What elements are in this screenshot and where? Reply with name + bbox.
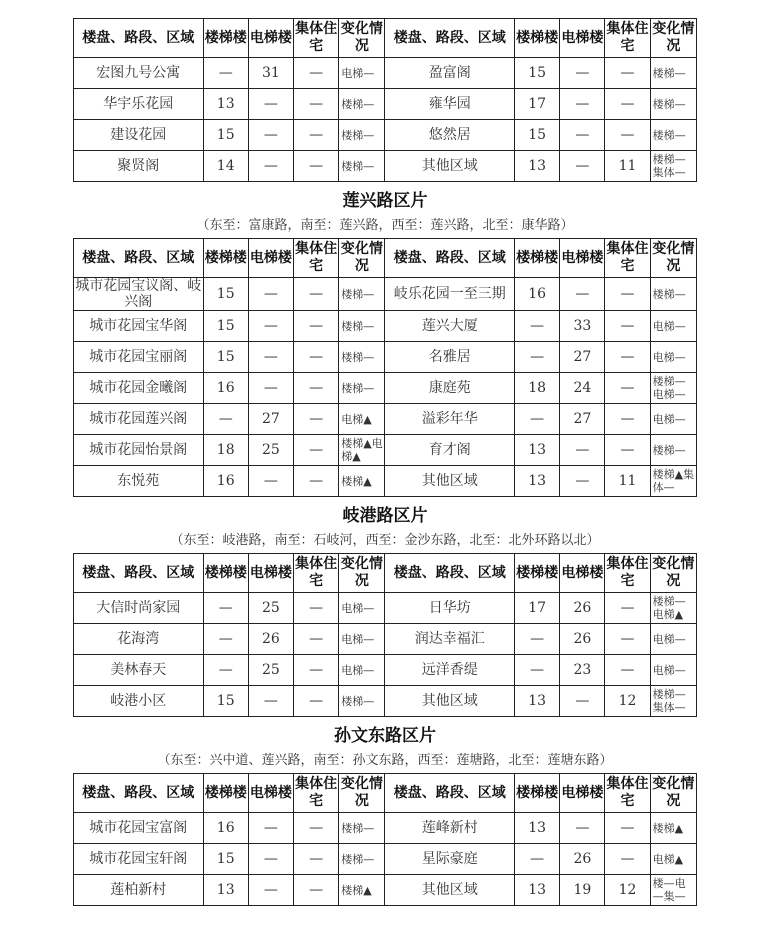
floor-count-cell: 16	[203, 466, 248, 497]
floor-count-cell: —	[560, 278, 605, 311]
column-header: 集体住宅	[605, 554, 650, 593]
floor-count-cell: 13	[515, 813, 560, 844]
estate-name-cell: 莲峰新村	[385, 813, 515, 844]
floor-count-cell: 13	[203, 875, 248, 906]
floor-count-cell: 15	[515, 120, 560, 151]
estate-name-cell: 悠然居	[385, 120, 515, 151]
column-header: 楼梯楼	[203, 19, 248, 58]
estate-name-cell: 其他区域	[385, 875, 515, 906]
column-header: 电梯楼	[248, 19, 293, 58]
floor-count-cell: 13	[515, 875, 560, 906]
change-cell: 电梯—	[650, 624, 696, 655]
floor-count-cell: —	[248, 151, 293, 182]
estate-name-cell: 宏图九号公寓	[74, 58, 204, 89]
estate-name-cell: 聚贤阁	[74, 151, 204, 182]
table-row	[74, 278, 697, 311]
table-row	[74, 844, 697, 875]
floor-count-cell: —	[605, 844, 650, 875]
document-page	[73, 0, 697, 906]
change-cell: 楼梯—	[339, 151, 385, 182]
floor-count-cell: —	[294, 624, 339, 655]
section-title: 莲兴路区片	[342, 191, 428, 211]
change-cell: 楼梯▲电梯▲	[339, 435, 385, 466]
estate-name-cell: 东悦苑	[74, 466, 204, 497]
change-cell: 楼梯—	[339, 342, 385, 373]
floor-count-cell: —	[605, 404, 650, 435]
floor-count-cell: —	[294, 686, 339, 717]
floor-count-cell: —	[294, 151, 339, 182]
floor-count-cell: 25	[248, 593, 293, 624]
floor-count-cell: 16	[515, 278, 560, 311]
estate-name-cell: 星际豪庭	[385, 844, 515, 875]
column-header: 楼梯楼	[515, 554, 560, 593]
section-boundary: （东至：富康路，南至：莲兴路，西至：莲兴路，北至：康华路）	[196, 218, 574, 233]
floor-count-cell: —	[294, 404, 339, 435]
estate-name-cell: 其他区域	[385, 466, 515, 497]
floor-count-cell: 13	[515, 151, 560, 182]
column-header: 楼盘、路段、区域	[385, 554, 515, 593]
estate-name-cell: 润达幸福汇	[385, 624, 515, 655]
floor-count-cell: 16	[203, 373, 248, 404]
estate-name-cell: 大信时尚家园	[74, 593, 204, 624]
table-row	[74, 89, 697, 120]
floor-count-cell: —	[605, 813, 650, 844]
table-row	[74, 311, 697, 342]
floor-count-cell: —	[560, 435, 605, 466]
column-header: 电梯楼	[248, 774, 293, 813]
change-cell: 电梯—	[650, 655, 696, 686]
floor-count-cell: 27	[248, 404, 293, 435]
floor-count-cell: —	[560, 813, 605, 844]
floor-count-cell: —	[248, 120, 293, 151]
change-cell: 楼梯▲	[339, 466, 385, 497]
floor-count-cell: —	[248, 89, 293, 120]
estate-name-cell: 育才阁	[385, 435, 515, 466]
column-header: 楼梯楼	[515, 239, 560, 278]
column-header: 楼梯楼	[203, 239, 248, 278]
column-header: 集体住宅	[605, 19, 650, 58]
column-header: 楼梯楼	[203, 554, 248, 593]
floor-count-cell: —	[203, 404, 248, 435]
column-header: 变化情况	[339, 774, 385, 813]
estate-name-cell: 城市花园宝华阁	[74, 311, 204, 342]
floor-count-cell: 15	[203, 311, 248, 342]
floor-count-cell: —	[560, 686, 605, 717]
floor-count-cell: —	[203, 593, 248, 624]
column-header: 楼盘、路段、区域	[74, 239, 204, 278]
estate-name-cell: 莲兴大厦	[385, 311, 515, 342]
floor-count-cell: —	[248, 466, 293, 497]
column-header: 楼盘、路段、区域	[385, 19, 515, 58]
change-cell: 楼梯—	[650, 120, 696, 151]
change-cell: 楼梯▲	[339, 875, 385, 906]
column-header: 电梯楼	[560, 239, 605, 278]
change-cell: 楼梯—	[339, 89, 385, 120]
floor-count-cell: —	[248, 311, 293, 342]
estate-name-cell: 城市花园莲兴阁	[74, 404, 204, 435]
floor-count-cell: 15	[515, 58, 560, 89]
change-cell: 楼梯—	[339, 120, 385, 151]
change-cell: 电梯—	[650, 404, 696, 435]
estate-name-cell: 花海湾	[74, 624, 204, 655]
change-cell: 电梯—	[339, 624, 385, 655]
floor-count-cell: —	[560, 58, 605, 89]
floor-count-cell: —	[294, 813, 339, 844]
floor-count-cell: 27	[560, 342, 605, 373]
estate-name-cell: 其他区域	[385, 151, 515, 182]
floor-count-cell: 26	[560, 593, 605, 624]
table-row	[74, 404, 697, 435]
floor-count-cell: —	[248, 875, 293, 906]
column-header: 楼盘、路段、区域	[385, 239, 515, 278]
floor-count-cell: 18	[515, 373, 560, 404]
change-cell: 电梯—	[339, 593, 385, 624]
column-header: 变化情况	[650, 774, 696, 813]
floor-count-cell: 15	[203, 844, 248, 875]
estate-name-cell: 莲柏新村	[74, 875, 204, 906]
change-cell: 电梯—	[650, 342, 696, 373]
column-header: 楼盘、路段、区域	[74, 19, 204, 58]
change-cell: 楼梯▲	[650, 813, 696, 844]
change-cell: 楼梯—	[339, 278, 385, 311]
change-cell: 楼梯—	[339, 813, 385, 844]
estate-name-cell: 岐乐花园一至三期	[385, 278, 515, 311]
column-header: 变化情况	[339, 239, 385, 278]
floor-count-cell: —	[294, 89, 339, 120]
column-header: 电梯楼	[248, 239, 293, 278]
floor-count-cell: 19	[560, 875, 605, 906]
estate-name-cell: 康庭苑	[385, 373, 515, 404]
change-cell: 楼梯—	[650, 435, 696, 466]
floor-count-cell: —	[515, 844, 560, 875]
column-header: 楼梯楼	[203, 774, 248, 813]
floor-count-cell: —	[248, 342, 293, 373]
floor-count-cell: 26	[248, 624, 293, 655]
floor-count-cell: —	[515, 404, 560, 435]
header-row	[74, 774, 697, 813]
column-header: 楼梯楼	[515, 774, 560, 813]
table-row	[74, 624, 697, 655]
floor-count-cell: 11	[605, 151, 650, 182]
table-row	[74, 58, 697, 89]
estate-name-cell: 岐港小区	[74, 686, 204, 717]
floor-count-cell: —	[248, 278, 293, 311]
floor-count-cell: —	[294, 58, 339, 89]
column-header: 电梯楼	[560, 774, 605, 813]
floor-count-cell: —	[294, 655, 339, 686]
table-row	[74, 151, 697, 182]
estate-name-cell: 名雅居	[385, 342, 515, 373]
floor-count-cell: 11	[605, 466, 650, 497]
column-header: 集体住宅	[294, 554, 339, 593]
change-cell: 楼梯—	[339, 686, 385, 717]
floor-count-cell: 15	[203, 686, 248, 717]
floor-count-cell: 12	[605, 686, 650, 717]
floor-count-cell: —	[248, 844, 293, 875]
floor-count-cell: 23	[560, 655, 605, 686]
floor-count-cell: —	[294, 342, 339, 373]
column-header: 楼盘、路段、区域	[74, 774, 204, 813]
estate-name-cell: 城市花园金曦阁	[74, 373, 204, 404]
floor-count-cell: 14	[203, 151, 248, 182]
estate-name-cell: 盈富阁	[385, 58, 515, 89]
estate-name-cell: 城市花园宝丽阁	[74, 342, 204, 373]
change-cell: 楼梯—	[339, 311, 385, 342]
column-header: 变化情况	[650, 19, 696, 58]
table-row	[74, 593, 697, 624]
floor-count-cell: —	[605, 311, 650, 342]
floor-count-cell: —	[515, 655, 560, 686]
change-cell: 电梯—	[339, 655, 385, 686]
change-cell: 楼—电—集—	[650, 875, 696, 906]
column-header: 电梯楼	[560, 19, 605, 58]
floor-count-cell: —	[294, 875, 339, 906]
floor-count-cell: —	[605, 58, 650, 89]
estate-name-cell: 日华坊	[385, 593, 515, 624]
floor-count-cell: —	[203, 624, 248, 655]
table-row	[74, 435, 697, 466]
floor-count-cell: —	[294, 311, 339, 342]
floor-count-cell: —	[203, 58, 248, 89]
floor-count-cell: —	[248, 686, 293, 717]
floor-count-cell: —	[560, 120, 605, 151]
floor-count-cell: 18	[203, 435, 248, 466]
section-title: 岐港路区片	[342, 506, 428, 526]
estate-name-cell: 远洋香缇	[385, 655, 515, 686]
floor-count-cell: —	[515, 624, 560, 655]
floor-count-cell: 15	[203, 278, 248, 311]
floor-count-cell: —	[294, 466, 339, 497]
floor-count-cell: 25	[248, 655, 293, 686]
housing-table	[73, 18, 697, 182]
change-cell: 楼梯—	[339, 844, 385, 875]
floor-count-cell: —	[294, 120, 339, 151]
floor-count-cell: —	[605, 373, 650, 404]
floor-count-cell: 17	[515, 593, 560, 624]
floor-count-cell: 24	[560, 373, 605, 404]
floor-count-cell: —	[605, 593, 650, 624]
column-header: 集体住宅	[605, 774, 650, 813]
floor-count-cell: 31	[248, 58, 293, 89]
table-row	[74, 373, 697, 404]
change-cell: 电梯—	[650, 311, 696, 342]
floor-count-cell: 17	[515, 89, 560, 120]
change-cell: 电梯▲	[650, 844, 696, 875]
column-header: 变化情况	[339, 554, 385, 593]
estate-name-cell: 城市花园宝富阁	[74, 813, 204, 844]
floor-count-cell: —	[294, 435, 339, 466]
floor-count-cell: 27	[560, 404, 605, 435]
change-cell: 楼梯—电梯▲	[650, 593, 696, 624]
section-boundary: （东至：兴中道、莲兴路，南至：孙文东路，西至：莲塘路，北至：莲塘东路）	[157, 753, 613, 768]
change-cell: 楼梯—集体—	[650, 686, 696, 717]
floor-count-cell: —	[560, 89, 605, 120]
change-cell: 楼梯—	[650, 89, 696, 120]
change-cell: 楼梯—	[339, 373, 385, 404]
floor-count-cell: —	[515, 311, 560, 342]
estate-name-cell: 华宇乐花园	[74, 89, 204, 120]
floor-count-cell: 15	[203, 120, 248, 151]
estate-name-cell: 其他区域	[385, 686, 515, 717]
floor-count-cell: 13	[515, 686, 560, 717]
floor-count-cell: 13	[515, 435, 560, 466]
floor-count-cell: 33	[560, 311, 605, 342]
floor-count-cell: 13	[515, 466, 560, 497]
floor-count-cell: 16	[203, 813, 248, 844]
housing-table	[73, 553, 697, 717]
floor-count-cell: —	[605, 624, 650, 655]
column-header: 集体住宅	[605, 239, 650, 278]
change-cell: 楼梯▲集体—	[650, 466, 696, 497]
column-header: 集体住宅	[294, 19, 339, 58]
floor-count-cell: —	[560, 466, 605, 497]
floor-count-cell: 15	[203, 342, 248, 373]
column-header: 楼盘、路段、区域	[385, 774, 515, 813]
table-row	[74, 686, 697, 717]
estate-name-cell: 城市花园宝轩阁	[74, 844, 204, 875]
floor-count-cell: —	[294, 844, 339, 875]
estate-name-cell: 城市花园宝议阁、岐兴阁	[75, 278, 202, 310]
section-boundary: （东至：岐港路，南至：石岐河，西至：金沙东路，北至：北外环路以北）	[170, 533, 600, 548]
column-header: 电梯楼	[248, 554, 293, 593]
change-cell: 电梯—	[339, 58, 385, 89]
column-header: 楼盘、路段、区域	[74, 554, 204, 593]
section-title: 孙文东路区片	[334, 726, 436, 746]
estate-name-cell: 雍华园	[385, 89, 515, 120]
floor-count-cell: —	[294, 373, 339, 404]
change-cell: 楼梯—电梯—	[650, 373, 696, 404]
change-cell: 楼梯—	[650, 278, 696, 311]
table-row	[74, 655, 697, 686]
table-row	[74, 813, 697, 844]
column-header: 集体住宅	[294, 239, 339, 278]
table-row	[74, 466, 697, 497]
floor-count-cell: 12	[605, 875, 650, 906]
estate-name-cell: 溢彩年华	[385, 404, 515, 435]
header-row	[74, 554, 697, 593]
floor-count-cell: 25	[248, 435, 293, 466]
floor-count-cell: —	[515, 342, 560, 373]
floor-count-cell: —	[248, 813, 293, 844]
housing-table	[73, 238, 697, 497]
column-header: 变化情况	[650, 554, 696, 593]
header-row	[74, 19, 697, 58]
column-header: 变化情况	[650, 239, 696, 278]
floor-count-cell: —	[605, 89, 650, 120]
change-cell: 电梯▲	[339, 404, 385, 435]
column-header: 变化情况	[339, 19, 385, 58]
table-row	[74, 875, 697, 906]
floor-count-cell: 26	[560, 624, 605, 655]
floor-count-cell: —	[605, 278, 650, 311]
floor-count-cell: —	[605, 120, 650, 151]
estate-name-cell: 建设花园	[74, 120, 204, 151]
floor-count-cell: —	[203, 655, 248, 686]
estate-name-cell: 美林春天	[74, 655, 204, 686]
floor-count-cell: 13	[203, 89, 248, 120]
change-cell: 楼梯—集体—	[650, 151, 696, 182]
floor-count-cell: —	[605, 655, 650, 686]
floor-count-cell: —	[605, 435, 650, 466]
table-row	[74, 342, 697, 373]
table-row	[74, 120, 697, 151]
top-spacer	[73, 0, 697, 18]
column-header: 楼梯楼	[515, 19, 560, 58]
floor-count-cell: —	[294, 278, 339, 311]
column-header: 电梯楼	[560, 554, 605, 593]
change-cell: 楼梯—	[650, 58, 696, 89]
header-row	[74, 239, 697, 278]
housing-table	[73, 773, 697, 906]
floor-count-cell: —	[294, 593, 339, 624]
floor-count-cell: —	[560, 151, 605, 182]
floor-count-cell: —	[605, 342, 650, 373]
estate-name-cell: 城市花园怡景阁	[74, 435, 204, 466]
column-header: 集体住宅	[294, 774, 339, 813]
floor-count-cell: 26	[560, 844, 605, 875]
floor-count-cell: —	[248, 373, 293, 404]
